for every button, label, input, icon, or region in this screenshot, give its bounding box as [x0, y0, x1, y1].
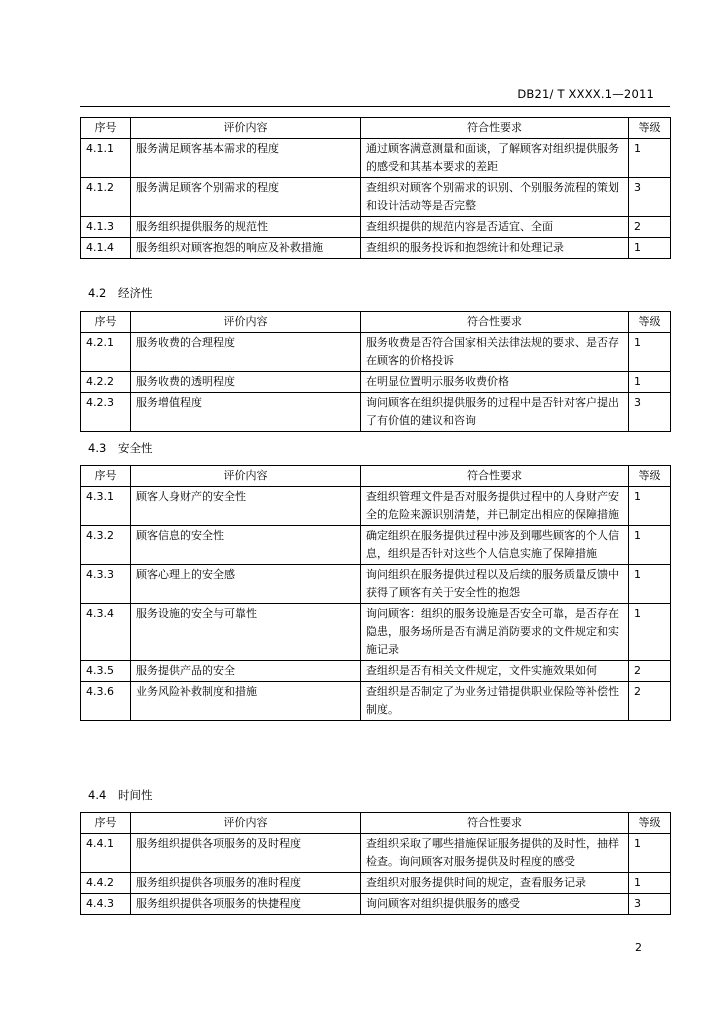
row-item: 服务组织提供各项服务的准时程度 — [131, 873, 361, 894]
table-row — [81, 217, 671, 238]
col-header-req: 符合性要求 — [361, 118, 629, 139]
row-req: 通过顾客满意测量和面谈，了解顾客对组织提供服务的感受和其基本要求的差距 — [361, 139, 629, 178]
row-no: 4.3.3 — [81, 565, 131, 604]
col-header-grade: 等级 — [629, 312, 671, 333]
table-row — [81, 834, 671, 873]
row-req: 确定组织在服务提供过程中涉及到哪些顾客的个人信息，组织是否针对这些个人信息实施了保障措施 — [361, 526, 629, 565]
row-req: 在明显位置明示服务收费价格 — [361, 372, 629, 393]
table-row — [81, 238, 671, 259]
row-item: 顾客心理上的安全感 — [131, 565, 361, 604]
section-title: 经济性 — [118, 286, 153, 300]
col-header-req: 符合性要求 — [361, 813, 629, 834]
table-header-row — [81, 118, 671, 139]
row-item: 服务满足顾客基本需求的程度 — [131, 139, 361, 178]
row-item: 服务组织提供各项服务的快捷程度 — [131, 894, 361, 915]
row-req: 询问组织在服务提供过程以及后续的服务质量反馈中获得了顾客有关于安全性的抱怨 — [361, 565, 629, 604]
col-header-no: 序号 — [81, 118, 131, 139]
row-item: 服务满足顾客个别需求的程度 — [131, 178, 361, 217]
section-number: 4.2 — [88, 286, 107, 300]
row-grade: 1 — [629, 487, 671, 526]
table-4-4 — [80, 812, 671, 915]
row-req: 查组织的服务投诉和抱怨统计和处理记录 — [361, 238, 629, 259]
row-no: 4.1.4 — [81, 238, 131, 259]
header-rule — [80, 106, 670, 107]
table-4-2 — [80, 311, 671, 432]
row-item: 顾客人身财产的安全性 — [131, 487, 361, 526]
table-header-row — [81, 466, 671, 487]
row-no: 4.4.3 — [81, 894, 131, 915]
row-grade: 1 — [629, 333, 671, 372]
row-req: 查组织采取了哪些措施保证服务提供的及时性，抽样检查。询问顾客对服务提供及时程度的感受 — [361, 834, 629, 873]
col-header-grade: 等级 — [629, 466, 671, 487]
row-no: 4.1.3 — [81, 217, 131, 238]
row-grade: 1 — [629, 834, 671, 873]
row-grade: 3 — [629, 393, 671, 432]
col-header-item: 评价内容 — [131, 312, 361, 333]
row-no: 4.1.2 — [81, 178, 131, 217]
table-4-3 — [80, 465, 671, 721]
row-req: 询问顾客在组织提供服务的过程中是否针对客户提出了有价值的建议和咨询 — [361, 393, 629, 432]
table-row — [81, 894, 671, 915]
row-no: 4.3.1 — [81, 487, 131, 526]
row-item: 服务增值程度 — [131, 393, 361, 432]
section-number: 4.4 — [88, 788, 107, 802]
section-number: 4.3 — [88, 441, 107, 455]
row-req: 服务收费是否符合国家相关法律法规的要求、是否存在顾客的价格投诉 — [361, 333, 629, 372]
row-req: 询问顾客：组织的服务设施是否安全可靠，是否存在隐患，服务场所是否有满足消防要求的文件规定和实施记录 — [361, 604, 629, 661]
col-header-grade: 等级 — [629, 813, 671, 834]
row-no: 4.3.4 — [81, 604, 131, 661]
page-number: 2 — [635, 941, 642, 954]
row-no: 4.4.1 — [81, 834, 131, 873]
row-no: 4.1.1 — [81, 139, 131, 178]
row-item: 顾客信息的安全性 — [131, 526, 361, 565]
table-header-row — [81, 813, 671, 834]
col-header-req: 符合性要求 — [361, 312, 629, 333]
document-code: DB21/ T XXXX.1—2011 — [517, 87, 654, 101]
row-grade: 1 — [629, 372, 671, 393]
section-heading-4-3 — [88, 440, 153, 456]
row-grade: 1 — [629, 565, 671, 604]
table-4-1 — [80, 117, 671, 259]
table-row — [81, 372, 671, 393]
col-header-no: 序号 — [81, 813, 131, 834]
row-grade: 3 — [629, 894, 671, 915]
col-header-item: 评价内容 — [131, 118, 361, 139]
row-req: 查组织是否有相关文件规定，文件实施效果如何 — [361, 661, 629, 682]
row-req: 查组织是否制定了为业务过错提供职业保险等补偿性制度。 — [361, 682, 629, 721]
table-row — [81, 139, 671, 178]
section-title: 时间性 — [118, 788, 153, 802]
row-no: 4.4.2 — [81, 873, 131, 894]
row-no: 4.2.1 — [81, 333, 131, 372]
table-row — [81, 661, 671, 682]
section-title: 安全性 — [118, 441, 153, 455]
col-header-item: 评价内容 — [131, 466, 361, 487]
col-header-no: 序号 — [81, 466, 131, 487]
row-item: 业务风险补救制度和措施 — [131, 682, 361, 721]
table-row — [81, 604, 671, 661]
row-no: 4.3.6 — [81, 682, 131, 721]
row-req: 查组织对顾客个别需求的识别、个别服务流程的策划和设计活动等是否完整 — [361, 178, 629, 217]
row-grade: 1 — [629, 873, 671, 894]
row-grade: 2 — [629, 661, 671, 682]
row-grade: 2 — [629, 217, 671, 238]
row-req: 询问顾客对组织提供服务的感受 — [361, 894, 629, 915]
row-grade: 1 — [629, 526, 671, 565]
row-grade: 1 — [629, 238, 671, 259]
table-row — [81, 565, 671, 604]
table-row — [81, 682, 671, 721]
row-no: 4.2.3 — [81, 393, 131, 432]
row-req: 查组织管理文件是否对服务提供过程中的人身财产安全的危险来源识别清楚，并已制定出相应的保障措施 — [361, 487, 629, 526]
row-item: 服务组织提供服务的规范性 — [131, 217, 361, 238]
row-grade: 2 — [629, 682, 671, 721]
section-heading-4-2 — [88, 285, 153, 301]
row-no: 4.2.2 — [81, 372, 131, 393]
table-row — [81, 526, 671, 565]
section-heading-4-4 — [88, 787, 153, 803]
col-header-req: 符合性要求 — [361, 466, 629, 487]
row-grade: 1 — [629, 604, 671, 661]
table-row — [81, 333, 671, 372]
row-no: 4.3.5 — [81, 661, 131, 682]
row-no: 4.3.2 — [81, 526, 131, 565]
table-header-row — [81, 312, 671, 333]
row-req: 查组织对服务提供时间的规定，查看服务记录 — [361, 873, 629, 894]
table-row — [81, 393, 671, 432]
row-req: 查组织提供的规范内容是否适宜、全面 — [361, 217, 629, 238]
row-item: 服务提供产品的安全 — [131, 661, 361, 682]
col-header-item: 评价内容 — [131, 813, 361, 834]
row-item: 服务组织对顾客抱怨的响应及补救措施 — [131, 238, 361, 259]
row-grade: 3 — [629, 178, 671, 217]
row-item: 服务收费的合理程度 — [131, 333, 361, 372]
row-item: 服务组织提供各项服务的及时程度 — [131, 834, 361, 873]
table-row — [81, 487, 671, 526]
table-row — [81, 873, 671, 894]
row-item: 服务收费的透明程度 — [131, 372, 361, 393]
col-header-grade: 等级 — [629, 118, 671, 139]
col-header-no: 序号 — [81, 312, 131, 333]
row-grade: 1 — [629, 139, 671, 178]
row-item: 服务设施的安全与可靠性 — [131, 604, 361, 661]
table-row — [81, 178, 671, 217]
